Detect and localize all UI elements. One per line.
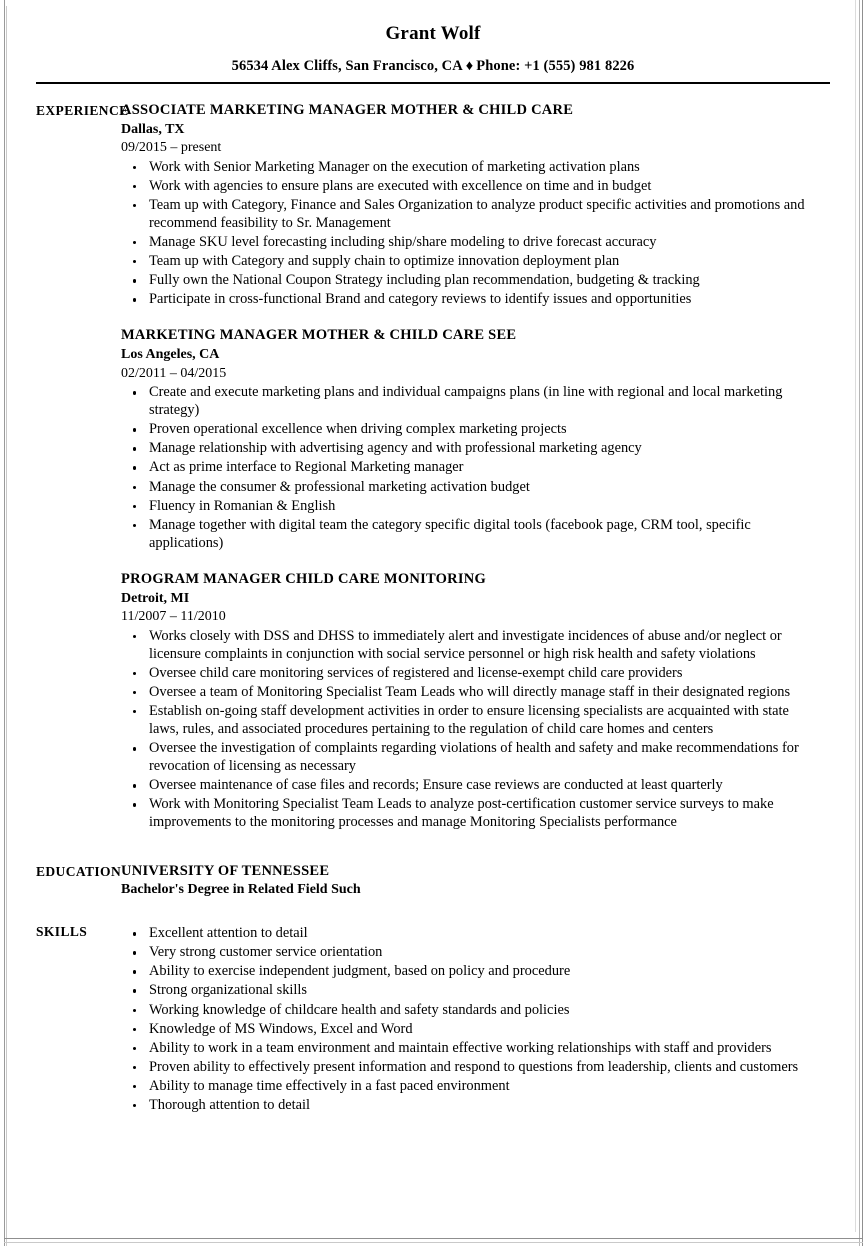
list-item: Create and execute marketing plans and individual campaigns plans (in line with regional and local marketing strategy) [121,383,810,419]
list-item: Proven ability to effectively present information and respond to questions from leadership, clients and customers [121,1058,810,1076]
job-title: MARKETING MANAGER MOTHER & CHILD CARE SEE [121,327,517,344]
job-dates: 02/2011 – 04/2015 [121,365,227,381]
contact-address: 56534 Alex Cliffs, San Francisco, CA [231,57,463,74]
education-entries [121,862,866,901]
list-item: Very strong customer service orientation [121,943,810,961]
list-item: Oversee a team of Monitoring Specialist Team Leads who will directly manage staff in their designated regions [121,683,810,701]
list-item: Act as prime interface to Regional Marketing manager [121,458,810,476]
list-item: Participate in cross-functional Brand and category reviews to identify issues and opportunities [121,290,810,308]
job-bullet-list [121,158,810,309]
experience-entry [121,101,810,308]
list-item: Knowledge of MS Windows, Excel and Word [121,1020,810,1038]
job-title: ASSOCIATE MARKETING MANAGER MOTHER & CHILD CARE [121,101,574,118]
experience-entries [121,101,866,832]
list-item: Manage the consumer & professional marketing activation budget [121,478,810,496]
section-experience [0,101,866,832]
list-item: Excellent attention to detail [121,924,810,942]
job-dates: 11/2007 – 11/2010 [121,609,226,625]
list-item: Ability to work in a team environment and maintain effective working relationships with staff and providers [121,1039,810,1057]
list-item: Oversee the investigation of complaints regarding violations of health and safety and make recommendations for revocation of licensing as necessary [121,739,810,775]
header-divider [36,82,830,84]
page-border-bottom [4,1238,863,1239]
list-item: Team up with Category, Finance and Sales Organization to analyze product specific activities and promotions and recommend feasibility to Sr. Management [121,196,810,232]
list-item: Team up with Category and supply chain to optimize innovation deployment plan [121,252,810,270]
contact-phone: Phone: +1 (555) 981 8226 [476,57,635,74]
section-label-experience: EXPERIENCE [36,102,129,118]
list-item: Manage SKU level forecasting including ship/share modeling to drive forecast accuracy [121,233,810,251]
section-label-skills: SKILLS [36,924,88,940]
list-item: Work with Monitoring Specialist Team Leads to analyze post-certification customer service surveys to make improvements to the monitoring processes and manage Monitoring Specialists performance [121,795,810,831]
section-education [0,862,866,901]
list-item: Oversee maintenance of case files and records; Ensure case reviews are conducted at least quarterly [121,776,810,794]
education-entry [121,862,810,901]
job-bullet-list [121,627,810,832]
list-item: Manage together with digital team the category specific digital tools (facebook page, CRM tool, specific applications) [121,516,810,552]
experience-entry [121,326,810,552]
list-item: Working knowledge of childcare health and safety standards and policies [121,1001,810,1019]
list-item: Works closely with DSS and DHSS to immediately alert and investigate incidences of abuse and/or neglect or licensure complaints in conjunction with social service personnel or high risk health and safety violations [121,627,810,663]
list-item: Strong organizational skills [121,981,810,999]
experience-entry [121,570,810,832]
list-item: Fully own the National Coupon Strategy including plan recommendation, budgeting & tracking [121,271,810,289]
education-degree: Bachelor's Degree in Related Field Such [121,882,361,898]
job-location: Los Angeles, CA [121,347,220,363]
section-label-education: EDUCATION [36,863,122,879]
diamond-separator-icon: ♦ [465,57,474,74]
list-item: Manage relationship with advertising agency and with professional marketing agency [121,439,810,457]
list-item: Ability to exercise independent judgment, based on policy and procedure [121,962,810,980]
list-item: Work with Senior Marketing Manager on the execution of marketing activation plans [121,158,810,176]
education-school: UNIVERSITY OF TENNESSEE [121,862,330,879]
resume-header [0,0,866,84]
skills-entries [121,923,866,1114]
skills-bullet-list [121,924,810,1114]
list-item: Thorough attention to detail [121,1096,810,1114]
job-location: Dallas, TX [121,122,185,138]
list-item: Establish on-going staff development activities in order to ensure licensing specialists are acquainted with state laws, rules, and associated procedures pertaining to the regulation of child care homes and centers [121,702,810,738]
list-item: Ability to manage time effectively in a fast paced environment [121,1077,810,1095]
candidate-name: Grant Wolf [385,23,481,44]
contact-line [0,58,866,75]
list-item: Oversee child care monitoring services of registered and license-exempt child care providers [121,664,810,682]
job-location: Detroit, MI [121,590,190,606]
list-item: Work with agencies to ensure plans are executed with excellence on time and in budget [121,177,810,195]
list-item: Proven operational excellence when driving complex marketing projects [121,420,810,438]
job-dates: 09/2015 – present [121,140,222,156]
job-bullet-list [121,383,810,552]
section-skills [0,923,866,1114]
list-item: Fluency in Romanian & English [121,497,810,515]
page-border-bottom-inner [4,1242,863,1243]
job-title: PROGRAM MANAGER CHILD CARE MONITORING [121,570,487,587]
